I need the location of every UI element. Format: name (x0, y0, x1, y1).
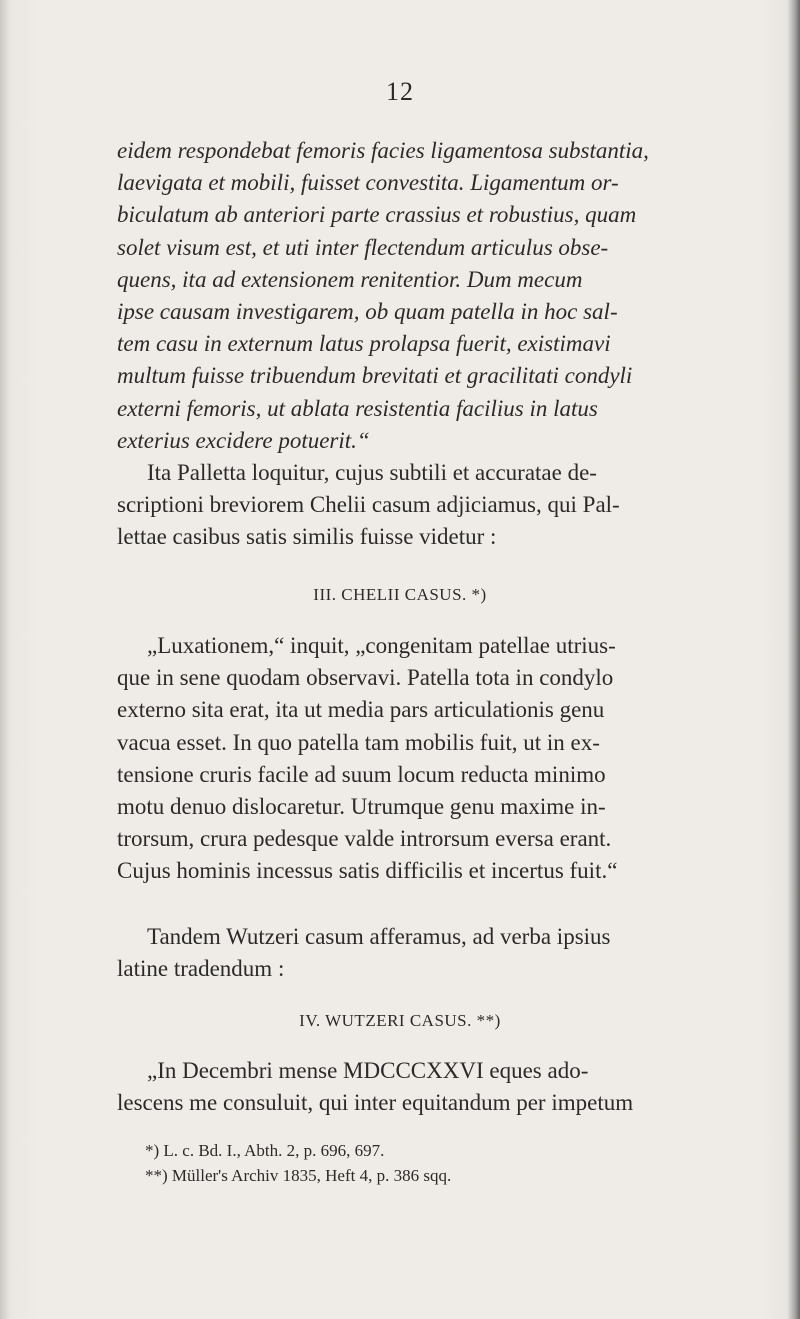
text-line: latine tradendum : (117, 956, 285, 982)
paragraph-palletta (117, 457, 717, 554)
text-line: solet visum est, et uti inter flectendum articulus obse- (117, 234, 609, 260)
spine-shadow (0, 0, 10, 1319)
paragraph-wutzeri-intro (117, 921, 717, 985)
text-line: „In Decembri mense MDCCCXXVI eques ado- (147, 1058, 589, 1083)
page-number: 12 (386, 77, 414, 106)
text-line: tensione cruris facile ad suum locum reducta minimo (117, 761, 606, 787)
text-line: laevigata et mobili, fuisset convestita. Ligamentum or- (117, 170, 619, 196)
text-line: motu denuo dislocaretur. Utrumque genu maxime in- (117, 794, 606, 820)
text-line: externi femoris, ut ablata resistentia facilius in latus (117, 395, 598, 421)
text-line: eidem respondebat femoris facies ligamentosa substantia, (117, 138, 649, 163)
text-line: externo sita erat, ita ut media pars articulationis genu (117, 697, 605, 723)
text-line: Ita Palletta loquitur, cujus subtili et accuratae de- (147, 460, 597, 485)
text-line: vacua esset. In quo patella tam mobilis fuit, ut in ex- (117, 729, 600, 755)
text-line: quens, ita ad extensionem renitentior. Dum mecum (117, 266, 583, 292)
text-line: biculatum ab anteriori parte crassius et robustius, quam (117, 202, 637, 228)
text-line: tem casu in externum latus prolapsa fuerit, existimavi (117, 331, 611, 357)
paragraph-chelii-quote (117, 630, 717, 888)
section-heading-chelii: III. CHELII CASUS. *) (313, 585, 487, 604)
quoted-paragraph-italic (117, 135, 717, 457)
text-line: multum fuisse tribuendum brevitati et gracilitati condyli (117, 363, 633, 389)
section-heading-wutzeri: IV. WUTZERI CASUS. **) (299, 1011, 501, 1030)
text-line: scriptioni breviorem Chelii casum adjiciamus, qui Pal- (117, 492, 620, 518)
paragraph-wutzeri-quote (117, 1055, 717, 1119)
footnotes (145, 1138, 705, 1188)
footnote: *) L. c. Bd. I., Abth. 2, p. 696, 697. (145, 1141, 385, 1160)
text-line: lescens me consuluit, qui inter equitandum per impetum (117, 1090, 634, 1116)
footnote: **) Müller's Archiv 1835, Heft 4, p. 386 sqq. (145, 1166, 452, 1185)
text-line: Tandem Wutzeri casum afferamus, ad verba ipsius (147, 924, 611, 949)
text-line: lettae casibus satis similis fuisse videtur : (117, 524, 497, 550)
text-line: Cujus hominis incessus satis difficilis et incertus fuit.“ (117, 858, 618, 884)
text-line: ipse causam investigarem, ob quam patella in hoc sal- (117, 299, 618, 325)
text-line: exterius excidere potuerit.“ (117, 427, 370, 453)
text-line: que in sene quodam observavi. Patella tota in condylo (117, 665, 614, 691)
text-line: „Luxationem,“ inquit, „congenitam patellae utrius- (147, 633, 616, 658)
text-line: trorsum, crura pedesque valde introrsum eversa erant. (117, 826, 612, 852)
page-edge (787, 0, 800, 1319)
